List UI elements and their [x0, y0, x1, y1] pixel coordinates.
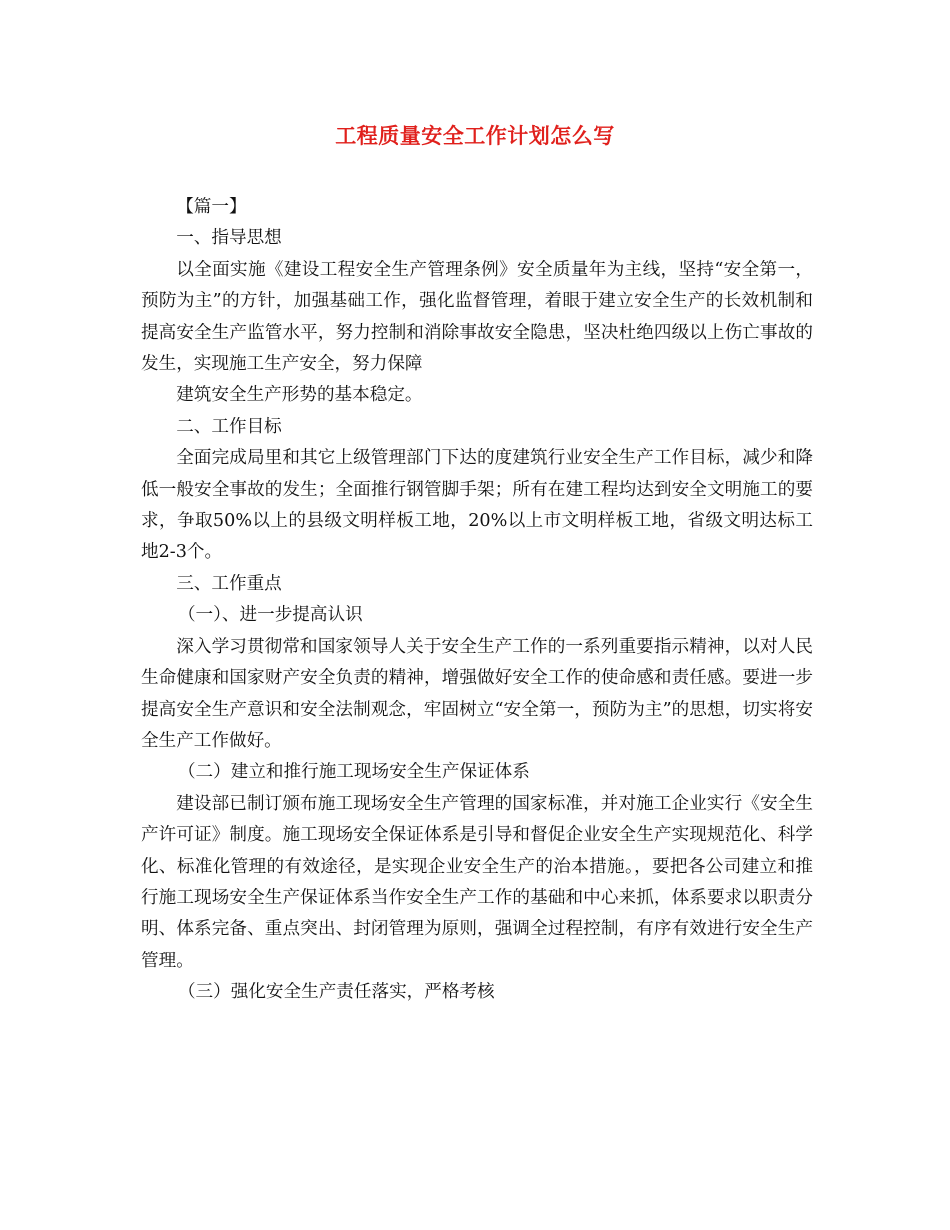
subheading-2: （二）建立和推行施工现场安全生产保证体系 — [177, 762, 530, 783]
section-label: 【篇一】 — [176, 197, 247, 217]
heading-guiding-ideology: 一、指导思想 — [176, 228, 282, 249]
subheading-1: （一）、进一步提高认识 — [177, 605, 363, 626]
body-paragraph: 深入学习贯彻常和国家领导人关于安全生产工作的一系列重要指示精神，以对人民生命健康和国家财产安全负责的精神，增强做好安全工作的使命感和责任感。要进一步提高安全生产意识和安全法制观念，牢固树立“安全第一，预防为主”的思想，切实将安全生产工作做好。 — [141, 636, 813, 751]
document-title: 工程质量安全工作计划怎么写 — [335, 123, 615, 148]
heading-work-goals: 二、工作目标 — [176, 416, 282, 437]
body-paragraph: 建设部已制订颁布施工现场安全生产管理的国家标准，并对施工企业实行《安全生产许可证》制度。施工现场安全保证体系是引导和督促企业安全生产实现规范化、科学化、标准化管理的有效途径，是实现企业安全生产的治本措施。，要把各公司建立和推行施工现场安全生产保证体系当作安全生产工作的基础和中心来抓，体系要求以职责分明、体系完备、重点突出、封闭管理为原则，强调全过程控制，有序有效进行安全生产管理。 — [141, 793, 813, 971]
document-body — [141, 192, 813, 1009]
body-paragraph: 以全面实施《建设工程安全生产管理条例》安全质量年为主线，坚持“安全第一，预防为主”的方针，加强基础工作，强化监督管理，着眼于建立安全生产的长效机制和提高安全生产监管水平，努力控制和消除事故安全隐患，坚决杜绝四级以上伤亡事故的发生，实现施工生产安全，努力保障 — [141, 259, 813, 375]
body-paragraph: 全面完成局里和其它上级管理部门下达的度建筑行业安全生产工作目标，减少和降低一般安全事故的发生；全面推行钢管脚手架；所有在建工程均达到安全文明施工的要求，争取50%以上的县级文明样板工地，20%以上市文明样板工地，省级文明达标工地2-3个。 — [141, 448, 813, 563]
body-paragraph: 建筑安全生产形势的基本稳定。 — [176, 385, 423, 406]
subheading-3: （三）强化安全生产责任落实，严格考核 — [177, 982, 495, 1003]
heading-work-focus: 三、工作重点 — [176, 573, 282, 594]
